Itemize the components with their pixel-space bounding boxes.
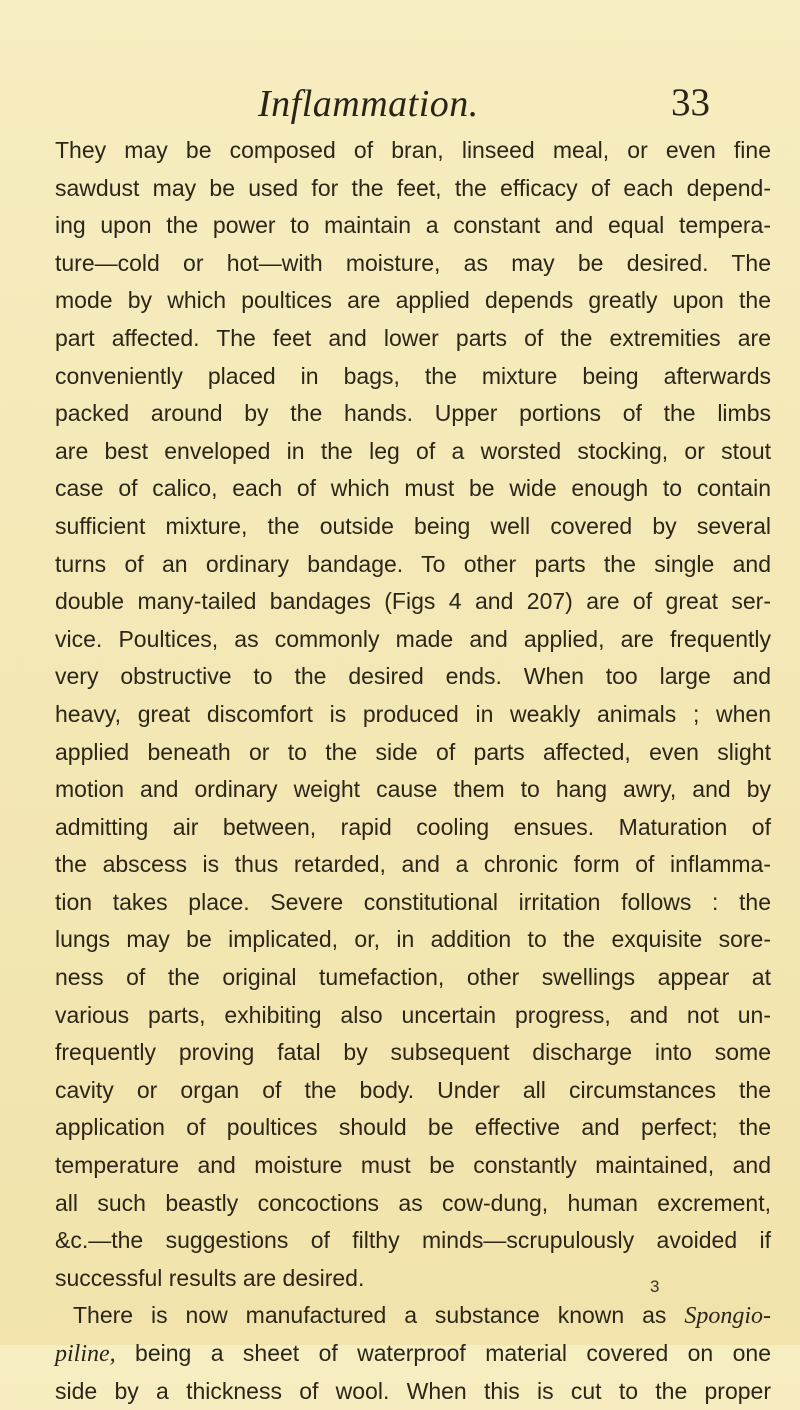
text-line (55, 1297, 771, 1335)
text-line: side by a thickness of wool. When this is cut to the proper (55, 1377, 771, 1404)
text-line (55, 1335, 771, 1373)
text-line: mode by which poultices are applied depends greatly upon the (55, 287, 771, 314)
text-line: ing upon the power to maintain a constant and equal tempera- (55, 212, 771, 239)
text-line: part affected. The feet and lower parts of the extremities are (55, 324, 771, 351)
text-line: ture—cold or hot—with moisture, as may be desired. The (55, 249, 771, 276)
text-line: admitting air between, rapid cooling ensues. Maturation of (55, 813, 771, 840)
text-line: case of calico, each of which must be wide enough to contain (55, 475, 771, 502)
text-line: vice. Poultices, as commonly made and applied, are frequently (55, 625, 771, 652)
text-line: conveniently placed in bags, the mixture being afterwards (55, 362, 771, 389)
text-fragment: There is now manufactured a substance known as (73, 1302, 685, 1329)
body-text (55, 132, 771, 1410)
text-line: &c.—the suggestions of filthy minds—scrupulously avoided if (55, 1227, 771, 1254)
italic-term: piline, (55, 1341, 116, 1367)
text-line: various parts, exhibiting also uncertain progress, and not un- (55, 1001, 771, 1028)
text-line: frequently proving fatal by subsequent discharge into some (55, 1039, 771, 1066)
italic-term: Spongio- (684, 1303, 771, 1330)
text-fragment: being a sheet of waterproof material covered on one (115, 1340, 771, 1366)
text-line: packed around by the hands. Upper portions of the limbs (55, 400, 771, 427)
page-number: 33 (671, 81, 710, 124)
text-line: all such beastly concoctions as cow-dung, human excrement, (55, 1189, 771, 1216)
text-line: heavy, great discomfort is produced in weakly animals ; when (55, 700, 771, 727)
text-line: motion and ordinary weight cause them to hang awry, and by (55, 776, 771, 803)
signature-mark: 3 (650, 1277, 660, 1296)
text-line: very obstructive to the desired ends. When too large and (55, 663, 771, 690)
text-line: temperature and moisture must be constantly maintained, and (55, 1152, 771, 1179)
text-line: lungs may be implicated, or, in addition to the exquisite sore- (55, 926, 771, 953)
text-line: application of poultices should be effective and perfect; the (55, 1114, 771, 1141)
text-line: cavity or organ of the body. Under all circumstances the (55, 1076, 771, 1103)
running-head-title: Inflammation. (258, 83, 479, 125)
text-line: They may be composed of bran, linseed meal, or even fine (55, 137, 771, 163)
text-line: sawdust may be used for the feet, the efficacy of each depend- (55, 174, 771, 201)
text-line: sufficient mixture, the outside being well covered by several (55, 512, 771, 539)
text-line: turns of an ordinary bandage. To other parts the single and (55, 550, 771, 577)
text-line: double many-tailed bandages (Figs 4 and 207) are of great ser- (55, 588, 771, 615)
text-line: are best enveloped in the leg of a worsted stocking, or stout (55, 437, 771, 464)
text-line: applied beneath or to the side of parts affected, even slight (55, 738, 771, 765)
text-line: tion takes place. Severe constitutional irritation follows : the (55, 888, 771, 915)
text-line: ness of the original tumefaction, other swellings appear at (55, 964, 771, 991)
text-line: the abscess is thus retarded, and a chronic form of inflamma- (55, 851, 771, 878)
text-line: successful results are desired. (55, 1264, 365, 1291)
